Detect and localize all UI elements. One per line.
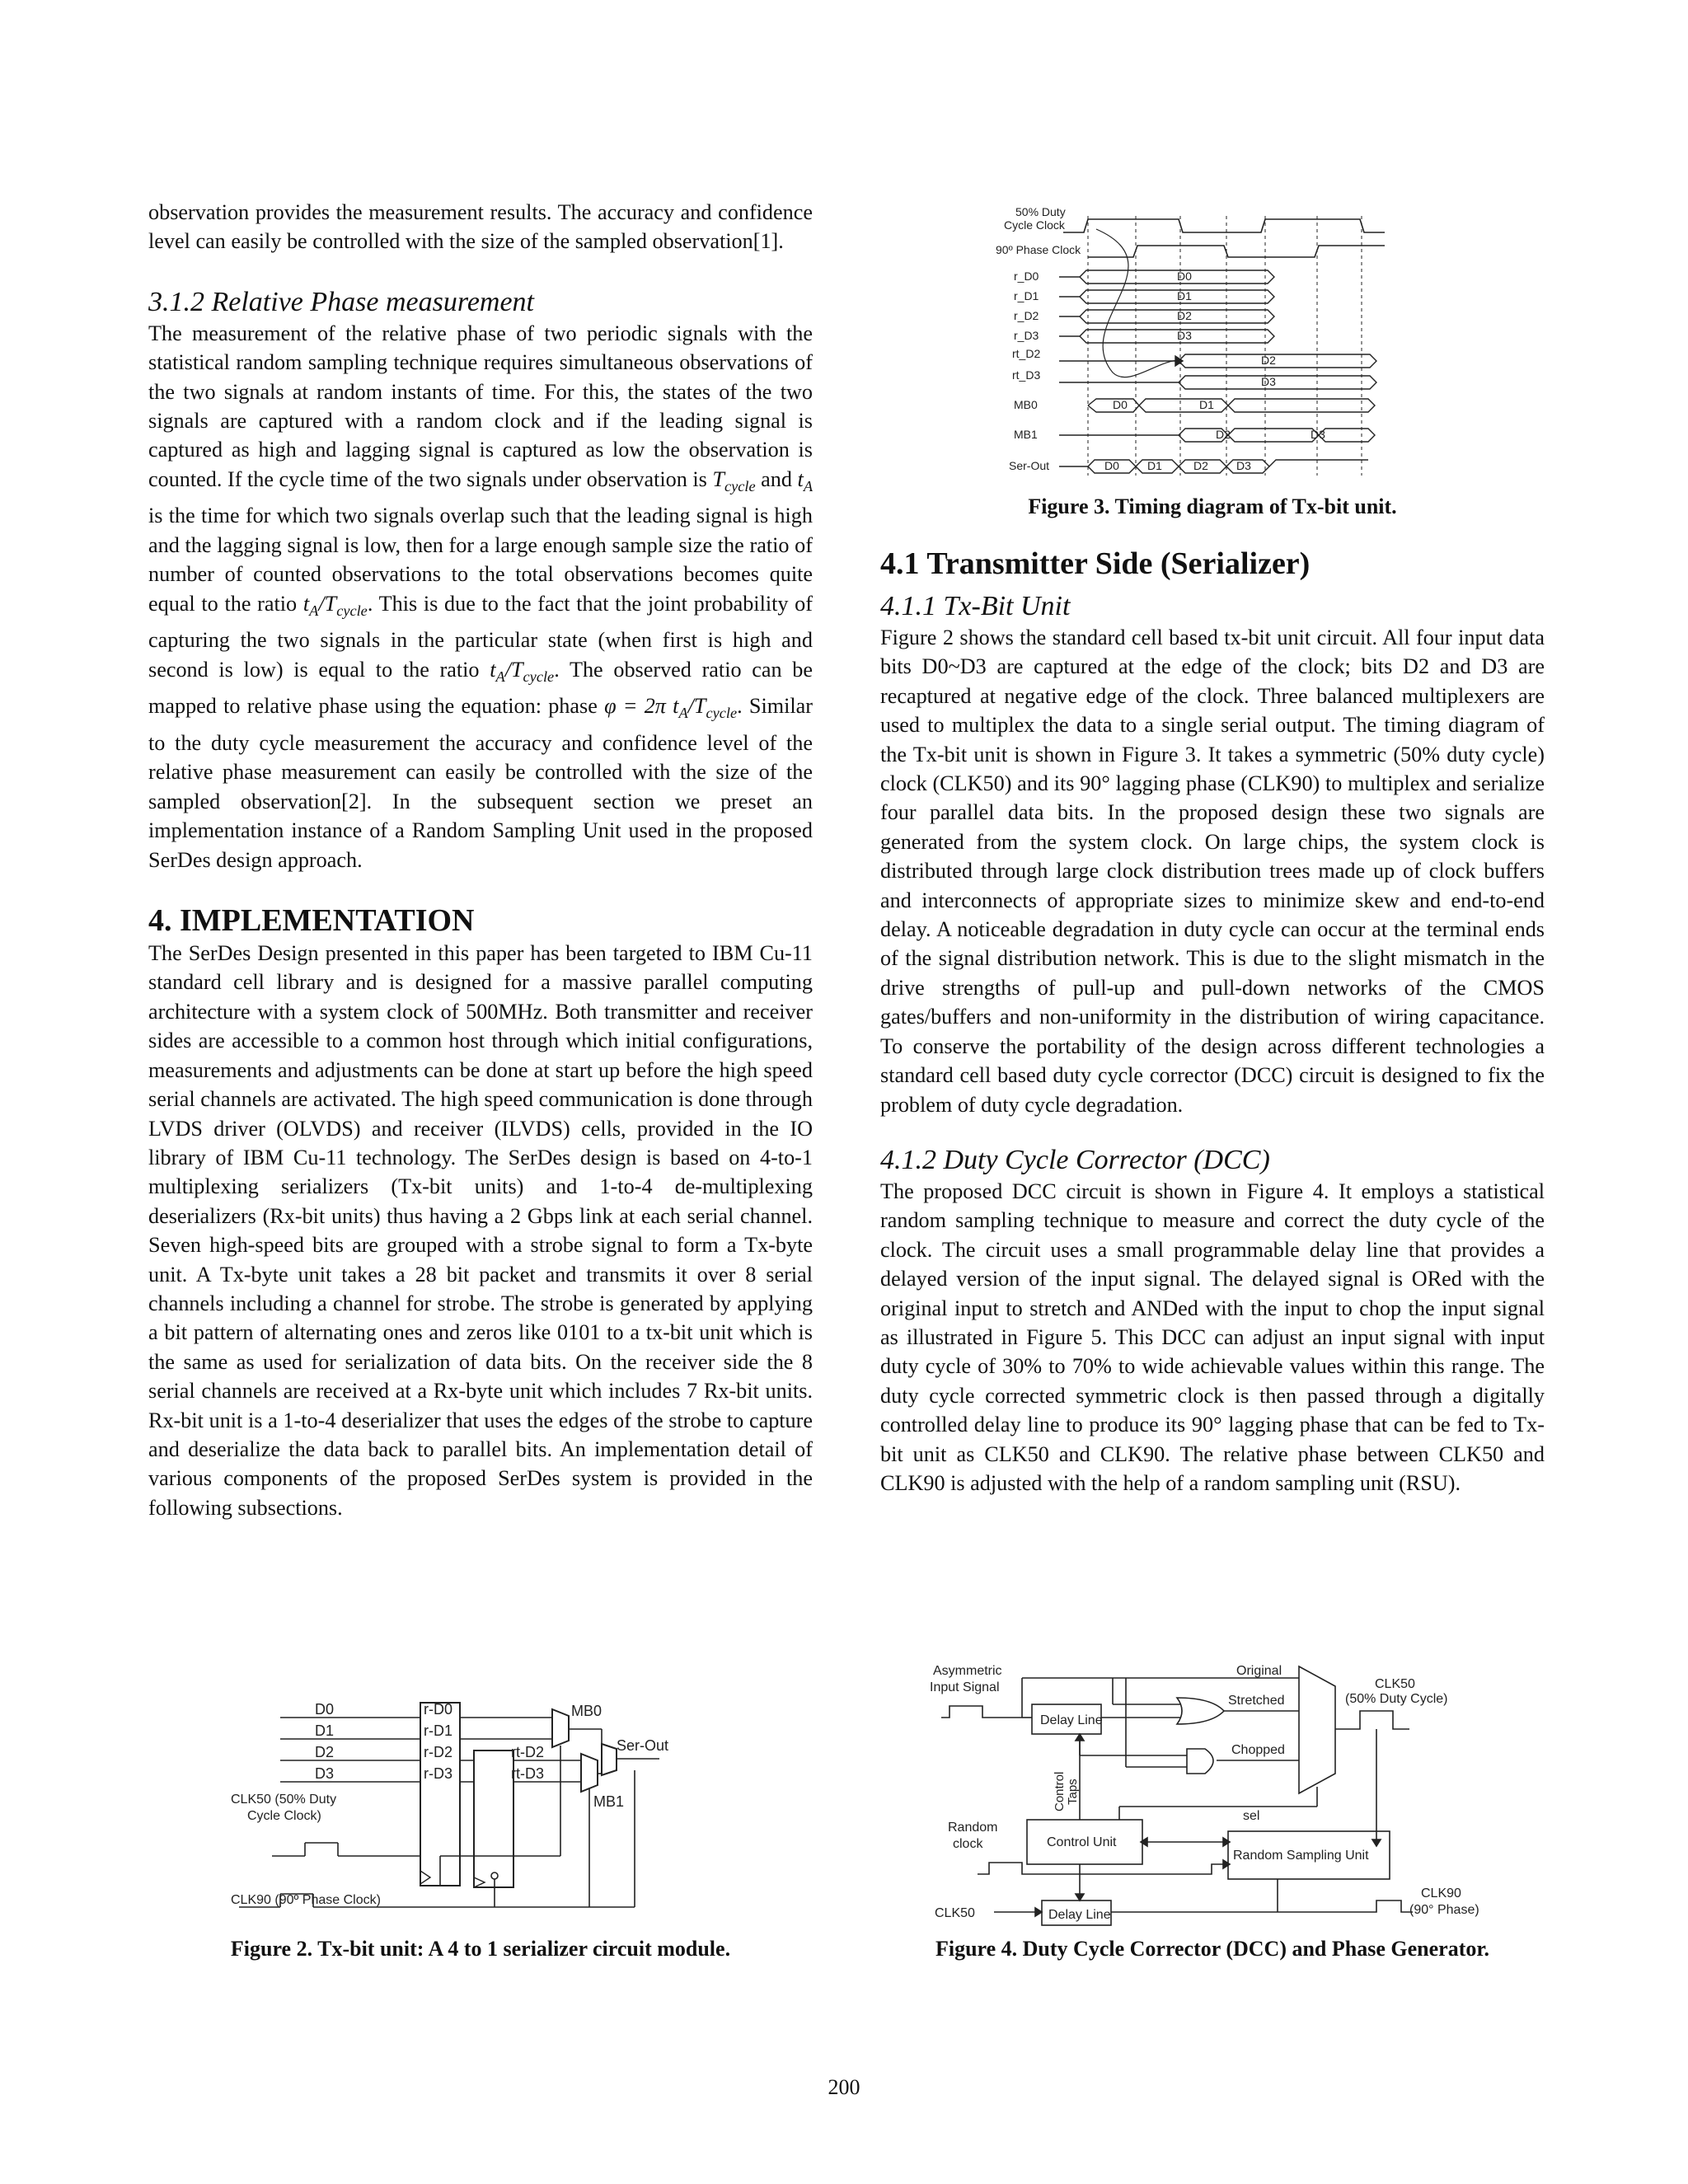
label-d0: D0 [315, 1701, 335, 1718]
svg-text:D1: D1 [1147, 459, 1162, 472]
label-rsu: Random Sampling Unit [1233, 1849, 1369, 1863]
figure-4-dcc-circuit [915, 1658, 1492, 1934]
paragraph-implementation: The SerDes Design presented in this paper has been targeted to IBM Cu-11 standard cell library and is designed for a massive parallel computing architecture with a system clock of 500MHz. Both transmitter and receiver sides are accessible to a common host through which initial configurations, measurements and adjustments can be done at start up before the high speed serial channels are activated. The high speed communication is done through LVDS driver (OLVDS) and receiver (ILVDS) cells, provided in the IO library of IBM Cu-11 technology. The SerDes design is based on 4-to-1 multiplexing serializers (Tx-bit units) and 1-to-4 de-multiplexing deserializers (Rx-bit units) thus having a 2 Gbps link at each serial channel. Seven high-speed bits are grouped with a strobe signal to form a Tx-byte unit. A Tx-byte unit takes a 28 bit packet and transmits it over 8 serial channels including a channel for strobe. The strobe is generated by applying a bit pattern of alternating ones and zeros like 0101 to a tx-bit unit which is the same as used for serialization of data bits. On the receiver side the 8 serial channels are received at a Rx-byte unit which includes 7 Rx-bit units. Rx-bit unit is a 1-to-4 deserializer that uses the edges of the strobe to capture and deserialize the data back to parallel bits. An implementation detail of various components of the proposed SerDes system is provided in the following subsections. [148, 941, 813, 1520]
paragraph-tx-bit-unit: Figure 2 shows the standard cell based tx-bit unit circuit. All four input data bits D0~D3 are captured at the edge of the clock; bits D2 and D3 are recaptured at negative edge of the clock. Three balanced multiplexers are used to multiplex the data to a single serial output. The timing diagram of the Tx-bit unit is shown in Figure 3. It takes a symmetric (50% duty cycle) clock (CLK50) and its 90° lagging phase (CLK90) to multiplex and serialize four parallel data bits. In the proposed design these two signals are generated from the system clock. On large chips, the system clock is distributed through large clock distribution trees made up of clock buffers and interconnects of appropriate sizes to minimize skew and end-to-end delay. A noticeable degradation in duty cycle can occur at the terminal ends of the signal distribution network. This is due to the slight mismatch in the drive strengths of pull-up and pull-down networks of the CMOS gates/buffers and non-uniformity in the distribution of wiring capacitance. To conserve the portability of the design across different technologies a standard cell based duty cycle corrector (DCC) circuit is designed to fix the problem of duty cycle degradation. [880, 626, 1545, 1117]
svg-text:D3: D3 [1311, 428, 1325, 441]
label-90-phase-out: (90° Phase) [1409, 1903, 1479, 1917]
label-clk50-in: CLK50 [935, 1906, 975, 1920]
label-ser-out: Ser-Out [617, 1737, 669, 1754]
label-clk50-2: Cycle Clock) [247, 1809, 321, 1823]
figure-3-caption: Figure 3. Timing diagram of Tx-bit unit. [1028, 494, 1397, 518]
output-mux [1299, 1666, 1335, 1793]
label-control-unit: Control Unit [1047, 1835, 1117, 1849]
label-asymmetric: Asymmetric [933, 1664, 1002, 1678]
bus-r-d3 [1059, 330, 1274, 343]
page-number: 200 [828, 2075, 860, 2099]
label-delay-line: Delay Line [1040, 1713, 1103, 1727]
svg-text:D1: D1 [1177, 289, 1192, 302]
label-chopped: Chopped [1231, 1743, 1285, 1757]
svg-text:D2: D2 [1193, 459, 1208, 472]
left-column [148, 198, 813, 1522]
input-lines [280, 1718, 420, 1782]
label-input-signal: Input Signal [930, 1680, 1000, 1694]
mux-mb0 [552, 1709, 569, 1747]
label-clk90: CLK90 (90º Phase Clock) [231, 1893, 381, 1907]
label-mb1: MB1 [1014, 428, 1038, 441]
and-gate [1187, 1749, 1213, 1774]
label-delay-line-2: Delay Line [1048, 1908, 1111, 1922]
label-d2: D2 [315, 1744, 335, 1760]
label-mb1: MB1 [593, 1793, 625, 1810]
svg-text:D3: D3 [1177, 329, 1192, 342]
figure-4-caption: Figure 4. Duty Cycle Corrector (DCC) and Phase Generator. [935, 1937, 1490, 1961]
label-r-d0: r-D0 [424, 1701, 452, 1718]
label-r-d1: r_D1 [1014, 289, 1039, 302]
label-50-duty: 50% Duty [1015, 205, 1066, 218]
right-column [880, 546, 1545, 1497]
svg-text:D2: D2 [1177, 309, 1192, 322]
label-d3: D3 [315, 1765, 335, 1782]
label-rt-d2: rt-D2 [511, 1744, 544, 1760]
label-mb0: MB0 [1014, 398, 1038, 411]
label-stretched: Stretched [1228, 1694, 1285, 1708]
label-50-duty-cycle: (50% Duty Cycle) [1345, 1692, 1448, 1706]
mux-ser-out [602, 1744, 617, 1775]
label-original: Original [1236, 1664, 1282, 1678]
bus-r-d0 [1059, 270, 1274, 284]
label-r-d2: r-D2 [424, 1744, 452, 1760]
label-r-d0: r_D0 [1014, 269, 1039, 283]
heading-implementation: 4. IMPLEMENTATION [148, 903, 475, 939]
label-clock: clock [953, 1837, 983, 1851]
paragraph-relative-phase: The measurement of the relative phase of two periodic signals with the statistical random sampling technique requires simultaneous observations of the two signals at random instants of time. For this, the states of the two signals are captured with a random clock and if the leading signal is captured as high and lagging signal is captured as low the observation is counted. If the cycle time of the two signals under observation is $T_{cycle}$ and $t_A$ is the time for which two signals overlap such that the leading signal is high and the lagging signal is low, then for a large enough sample size the ratio of number of counted observations to the total observations becomes quite equal to the ratio $t_A/T_{cycle}$. This is due to the fact that the joint probability of capturing the two signals in the particular state (when first is high and second is low) is equal to the ratio $t_A/T_{cycle}$. The observed ratio can be mapped to relative phase using the equation: phase φ = 2π $t_A/T_{cycle}$. Similar to the duty cycle measurement the accuracy and confidence level of the relative phase measurement can easily be controlled with the size of the sampled observation[2]. In the subsequent section we preset an implementation instance of a Random Sampling Unit used in the proposed SerDes design approach. [148, 321, 814, 872]
label-r-d3: r-D3 [424, 1765, 452, 1782]
svg-text:D2: D2 [1216, 428, 1231, 441]
svg-text:D0: D0 [1177, 269, 1192, 283]
svg-text:D0: D0 [1113, 398, 1128, 411]
svg-text:D2: D2 [1261, 354, 1276, 367]
svg-text:D3: D3 [1261, 375, 1276, 388]
heading-4-1: 4.1 Transmitter Side (Serializer) [880, 546, 1311, 581]
or-gate [1177, 1698, 1224, 1724]
label-r-d3: r_D3 [1014, 329, 1039, 342]
label-cycle-clock: Cycle Clock [1004, 218, 1065, 232]
label-taps: Taps [1066, 1779, 1080, 1805]
label-90-phase: 90º Phase Clock [996, 243, 1081, 256]
label-d1: D1 [315, 1722, 335, 1739]
figure-3-timing-diagram [989, 199, 1401, 492]
heading-3-1-2: 3.1.2 Relative Phase measurement [148, 286, 534, 317]
paragraph-observation: observation provides the measurement results. The accuracy and confidence level can easily be controlled with the size of the sampled observation[1]. [148, 200, 813, 254]
bus-rt-d3 [1059, 376, 1376, 389]
label-ser-out: Ser-Out [1009, 459, 1050, 472]
label-clk50-1: CLK50 (50% Duty [231, 1793, 337, 1807]
label-r-d1: r-D1 [424, 1722, 452, 1739]
svg-text:D0: D0 [1104, 459, 1119, 472]
label-r-d2: r_D2 [1014, 309, 1039, 322]
figure-2-caption: Figure 2. Tx-bit unit: A 4 to 1 serializer circuit module. [230, 1937, 731, 1961]
label-rt-d3: rt_D3 [1012, 368, 1041, 382]
label-sel: sel [1243, 1809, 1260, 1823]
heading-4-1-2: 4.1.2 Duty Cycle Corrector (DCC) [880, 1144, 1270, 1175]
label-control: Control [1053, 1771, 1067, 1811]
svg-text:D1: D1 [1199, 398, 1214, 411]
mux-mb1 [581, 1754, 598, 1792]
figure-2-serializer-circuit [223, 1691, 734, 1934]
label-clk50-out: CLK50 [1375, 1677, 1415, 1691]
heading-4-1-1: 4.1.1 Tx-Bit Unit [880, 591, 1071, 621]
bus-rt-d2 [1059, 354, 1376, 368]
register-block-rt [474, 1750, 513, 1887]
label-rt-d3: rt-D3 [511, 1765, 544, 1782]
paragraph-dcc: The proposed DCC circuit is shown in Figure 4. It employs a statistical random sampling technique to measure and correct the duty cycle of the clock. The circuit uses a small programmable delay line that provides a delayed version of the input signal. The delayed signal is ORed with the original input to stretch and ANDed with the input to chop the input signal as illustrated in Figure 5. This DCC can adjust an input signal with input duty cycle of 30% to 70% to wide achievable values within this range. The duty cycle corrected symmetric clock is then passed through a digitally controlled delay line to produce its 90° lagging phase that can be fed to Tx-bit unit as CLK50 and CLK90. The relative phase between CLK50 and CLK90 is adjusted with the help of a random sampling unit (RSU). [880, 1179, 1545, 1495]
label-rt-d2: rt_D2 [1012, 347, 1041, 360]
label-clk90-out: CLK90 [1421, 1886, 1461, 1900]
label-random: Random [948, 1821, 998, 1835]
bus-r-d2 [1059, 310, 1274, 323]
bus-r-d1 [1059, 290, 1274, 303]
svg-text:D3: D3 [1236, 459, 1251, 472]
label-mb0: MB0 [571, 1703, 603, 1719]
